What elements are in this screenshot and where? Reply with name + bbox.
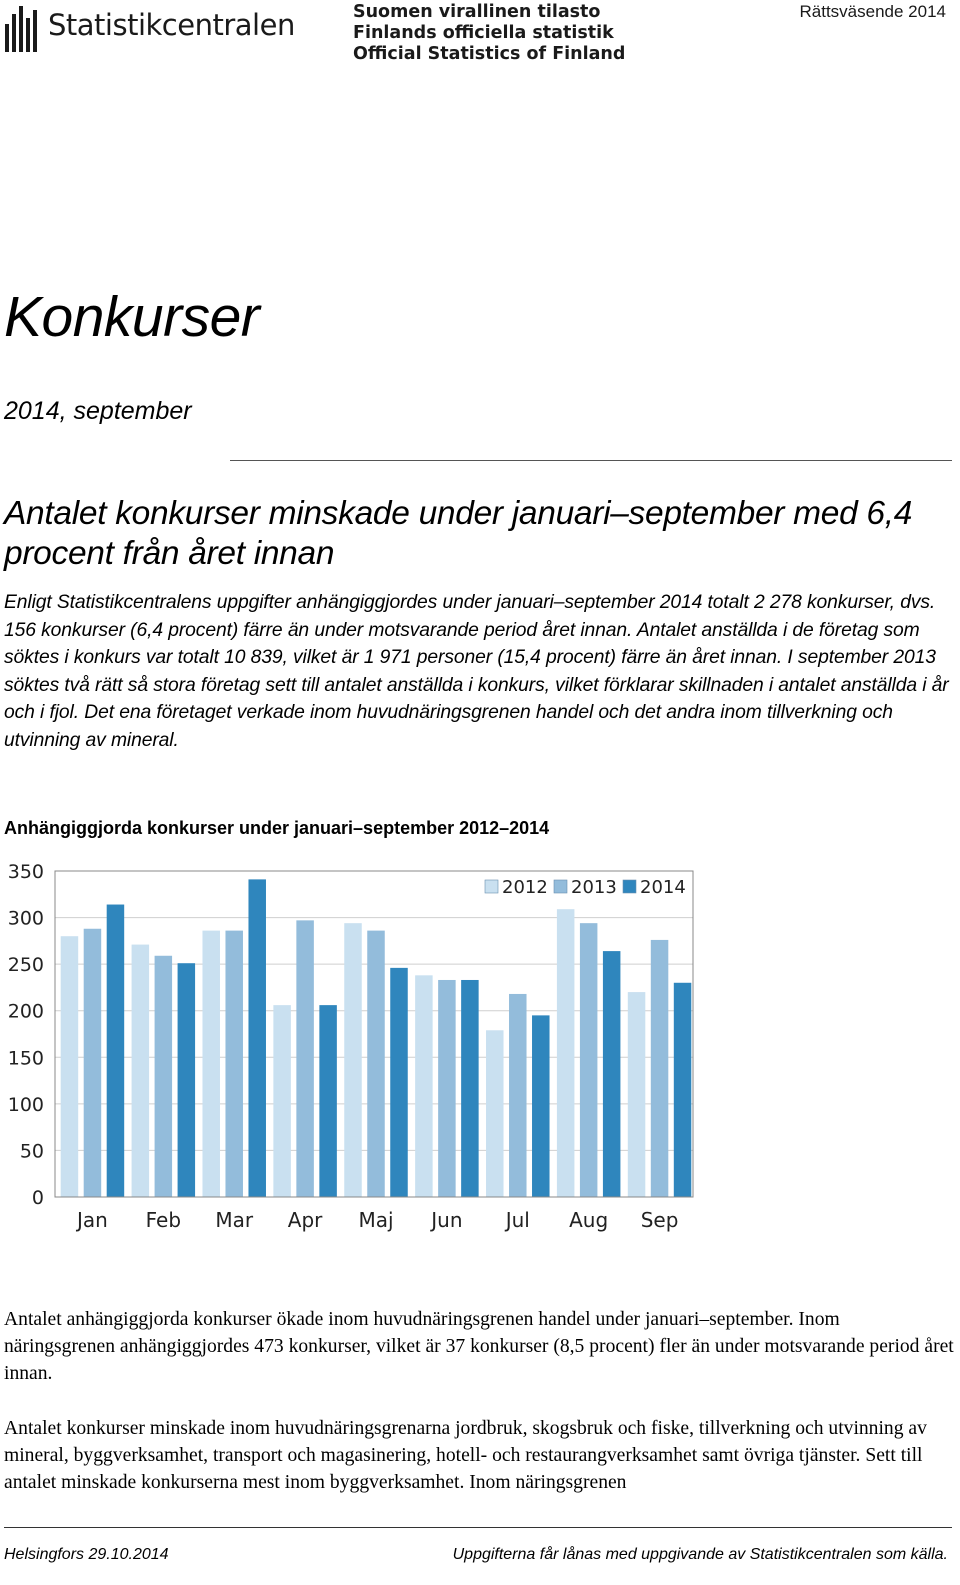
bar-2014-Maj [390, 968, 408, 1197]
headline: Antalet konkurser minskade under januari–september med 6,4 procent från året innan [4, 495, 913, 572]
y-tick-label: 150 [7, 1047, 44, 1070]
x-tick-label: Feb [145, 1208, 182, 1232]
legend-swatch-2013 [554, 880, 567, 893]
footer-source-note: Uppgifterna får lånas med uppgivande av Statistikcentralen som källa. [452, 1546, 948, 1563]
logo-bars-icon [4, 4, 44, 56]
bar-2014-Apr [319, 1005, 337, 1197]
bar-2013-Feb [155, 956, 173, 1197]
logo-text: Statistikcentralen [48, 8, 295, 42]
bar-2014-Jan [107, 905, 125, 1197]
official-statistics-label [353, 2, 625, 65]
official-line-fi: Suomen virallinen tilasto [353, 2, 601, 22]
x-tick-label: Maj [358, 1208, 394, 1232]
bar-2013-Jun [438, 980, 456, 1197]
y-tick-label: 100 [7, 1093, 44, 1116]
bar-2012-Jan [61, 936, 79, 1197]
bar-2012-Mar [202, 931, 220, 1197]
official-line-en: Official Statistics of Finland [353, 44, 626, 64]
y-tick-label: 350 [7, 861, 44, 883]
bar-2012-Aug [557, 909, 575, 1197]
bar-2012-Feb [132, 945, 150, 1197]
body-paragraph: Antalet konkurser minskade inom huvudnäringsgrenarna jordbruk, skogsbruk och fiske, tillverkning och utvinning av mineral, byggverksamhet, transport och magasinering, hotell- och restaurangverksamhet samt övriga tjänster. Sett till antalet minskade konkurserna mest inom byggverksamhet. Inom näringsgrenen [4, 1418, 927, 1493]
official-line-sv: Finlands officiella statistik [353, 23, 614, 43]
x-tick-label: Jan [77, 1208, 108, 1232]
bar-2012-Jun [415, 975, 433, 1197]
y-tick-label: 250 [7, 954, 44, 977]
y-tick-label: 200 [7, 1000, 44, 1023]
title-divider [230, 460, 952, 461]
bar-2013-Maj [367, 931, 385, 1197]
legend-label-2012: 2012 [502, 877, 548, 898]
bar-2013-Apr [296, 920, 314, 1197]
y-tick-label: 50 [19, 1140, 44, 1163]
logo [4, 4, 304, 56]
footer-date: Helsingfors 29.10.2014 [4, 1546, 169, 1563]
body-paragraph: Antalet anhängiggjorda konkurser ökade inom huvudnäringsgrenen handel under januari–september. Inom näringsgrenen anhängiggjordes 473 konkurser, vilket är 37 konkurser (8,5 procent) fler än under motsvarande period året innan. [4, 1309, 954, 1384]
period-label: 2014, september [4, 397, 192, 425]
x-tick-label: Aug [569, 1208, 609, 1232]
bar-2014-Sep [674, 983, 692, 1197]
bar-2013-Aug [580, 923, 598, 1197]
x-tick-label: Apr [287, 1208, 323, 1232]
bar-2014-Aug [603, 951, 621, 1197]
y-tick-label: 0 [31, 1187, 44, 1209]
bar-2012-Sep [628, 992, 646, 1197]
y-tick-label: 300 [7, 907, 44, 930]
legend-swatch-2012 [485, 880, 498, 893]
footer-divider [4, 1527, 952, 1528]
bar-2012-Jul [486, 1030, 504, 1197]
lead-paragraph: Enligt Statistikcentralens uppgifter anhängiggjordes under januari–september 2014 totalt 2 278 konkurser, dvs. 156 konkurser (6,4 procent) färre än under motsvarande period året innan. Antalet anställda i de företag som söktes i konkurs var totalt 10 839, vilket är 1 971 personer (15,4 procent) färre än året innan. I september 2013 söktes två rätt så stora företag sett till antalet anställda i konkurs, vilket förklarar skillnaden i antalet anställda i år och i fjol. Det ena företaget verkade inom huvudnäringsgrenen handel och det andra inom tillverkning och utvinning av mineral. [4, 592, 949, 751]
bar-2013-Jul [509, 994, 527, 1197]
bar-2012-Maj [344, 923, 362, 1197]
page-title: Konkurser [4, 285, 260, 349]
legend-swatch-2014 [623, 880, 636, 893]
bar-2014-Mar [248, 879, 266, 1197]
bar-2013-Sep [651, 940, 669, 1197]
x-tick-label: Jun [431, 1208, 463, 1232]
bar-2012-Apr [273, 1005, 291, 1197]
bar-2014-Jul [532, 1015, 550, 1197]
x-tick-label: Mar [215, 1208, 254, 1232]
x-tick-label: Sep [640, 1208, 679, 1232]
bar-2014-Jun [461, 980, 479, 1197]
legend-label-2013: 2013 [571, 877, 617, 898]
legend-label-2014: 2014 [640, 877, 686, 898]
x-tick-label: Jul [505, 1208, 530, 1232]
bar-2014-Feb [178, 963, 196, 1197]
bar-2013-Mar [225, 931, 243, 1197]
series-name: Rättsväsende 2014 [799, 2, 946, 21]
chart-title: Anhängiggjorda konkurser under januari–september 2012–2014 [4, 818, 550, 838]
bar-chart [0, 850, 720, 1270]
bar-2013-Jan [84, 929, 102, 1197]
